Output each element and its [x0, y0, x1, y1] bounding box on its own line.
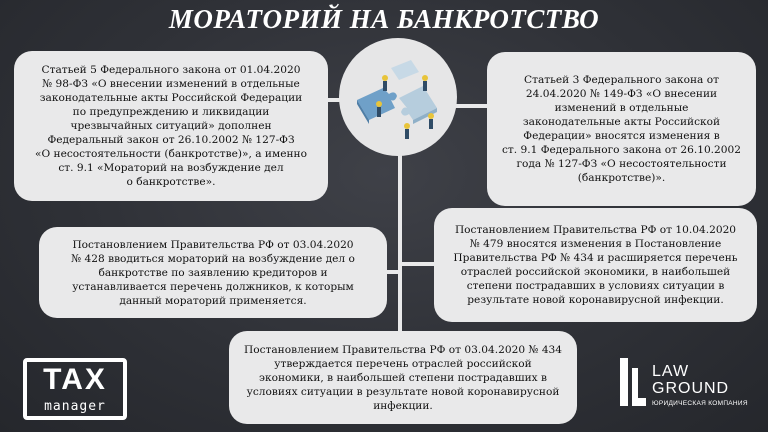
page-title: МОРАТОРИЙ НА БАНКРОТСТВО — [168, 4, 600, 34]
card-line: № 98-ФЗ «О внесении изменений в отдельные — [42, 78, 300, 90]
card-line: Постановлением Правительства РФ от 03.04.2020 № 434 — [243, 343, 563, 356]
law-ground-mark-icon — [618, 354, 648, 410]
card-resolution-479 — [434, 208, 757, 322]
card-line: (банкротстве)». — [577, 172, 666, 184]
law-ground-logo — [618, 354, 748, 414]
card-text — [35, 63, 307, 189]
card-line: 24.04.2020 № 149-ФЗ «О внесении — [525, 88, 718, 100]
card-line: «О несостоятельности (банкротстве)», а именно — [35, 148, 307, 160]
card-line: данный мораторий применяется. — [119, 294, 307, 307]
card-line: законодательные акты Российской Федерации — [39, 92, 303, 104]
card-text — [453, 223, 737, 307]
card-text — [502, 73, 741, 185]
card-line: отраслей российской экономики, в наибольшей — [460, 266, 731, 278]
puzzle-illustration — [339, 38, 457, 156]
connector-right — [452, 104, 492, 108]
card-line: Постановлением Правительства РФ от 10.04.2020 — [454, 224, 737, 236]
card-line: года № 127-ФЗ «О несостоятельности — [516, 158, 727, 170]
card-line: Статьей 5 Федерального закона от 01.04.2020 — [41, 64, 301, 76]
card-line: Статьей 3 Федерального закона от — [524, 74, 719, 86]
card-line: изменений в отдельные — [554, 102, 689, 114]
card-line: Федерации» вносятся изменения в — [523, 130, 720, 142]
card-line: Постановлением Правительства РФ от 03.04.2020 — [72, 238, 354, 251]
puzzle-icon — [339, 38, 457, 156]
card-line: № 479 вносятся изменения в Постановление — [469, 238, 722, 250]
card-line: ст. 9.1 Федерального закона от 26.10.2002 — [501, 144, 742, 156]
law-ground-text-line1: LAW — [652, 363, 690, 380]
card-line: законодательные акты Российской — [522, 116, 721, 128]
connector-center — [398, 150, 402, 335]
card-line: степени пострадавших в условиях ситуации в — [466, 280, 725, 292]
card-line: № 428 вводиться мораторий на возбуждение дел о — [71, 252, 355, 265]
tax-logo-subtext: manager — [44, 399, 106, 414]
card-line: Правительства РФ № 434 и расширяется перечень — [453, 252, 738, 264]
card-resolution-434 — [229, 331, 577, 424]
card-law-98fz — [14, 51, 328, 201]
tax-logo-text: TAX — [43, 363, 107, 396]
card-text — [244, 343, 562, 413]
card-line: результате новой коронавирусной инфекции. — [467, 294, 724, 306]
card-resolution-428 — [39, 227, 387, 318]
card-line: условиях ситуации в результате новой коронавирусной — [246, 385, 560, 398]
law-ground-subtitle: ЮРИДИЧЕСКАЯ КОМПАНИЯ — [652, 400, 748, 407]
card-line: ст. 9.1 «Мораторий на возбуждение дел — [58, 162, 284, 174]
card-law-149fz — [487, 52, 756, 206]
card-line: банкротстве по заявлению кредиторов и — [98, 266, 328, 279]
card-line: утверждается перечень отраслей российской — [274, 357, 532, 370]
card-text — [71, 238, 355, 308]
card-line: Федеральный закон от 26.10.2002 № 127-ФЗ — [47, 134, 295, 146]
card-line: инфекции. — [373, 399, 433, 412]
law-ground-text-line2: GROUND — [652, 380, 730, 397]
card-line: устанавливается перечень должников, к которым — [72, 280, 354, 293]
card-line: о банкротстве». — [126, 176, 216, 188]
card-line: чрезвычайных ситуаций» дополнен — [70, 120, 272, 132]
tax-manager-logo — [23, 358, 127, 420]
card-line: экономики, в наибольшей степени пострадавших в — [259, 371, 547, 384]
card-line: по предупреждению и ликвидации — [72, 106, 270, 118]
